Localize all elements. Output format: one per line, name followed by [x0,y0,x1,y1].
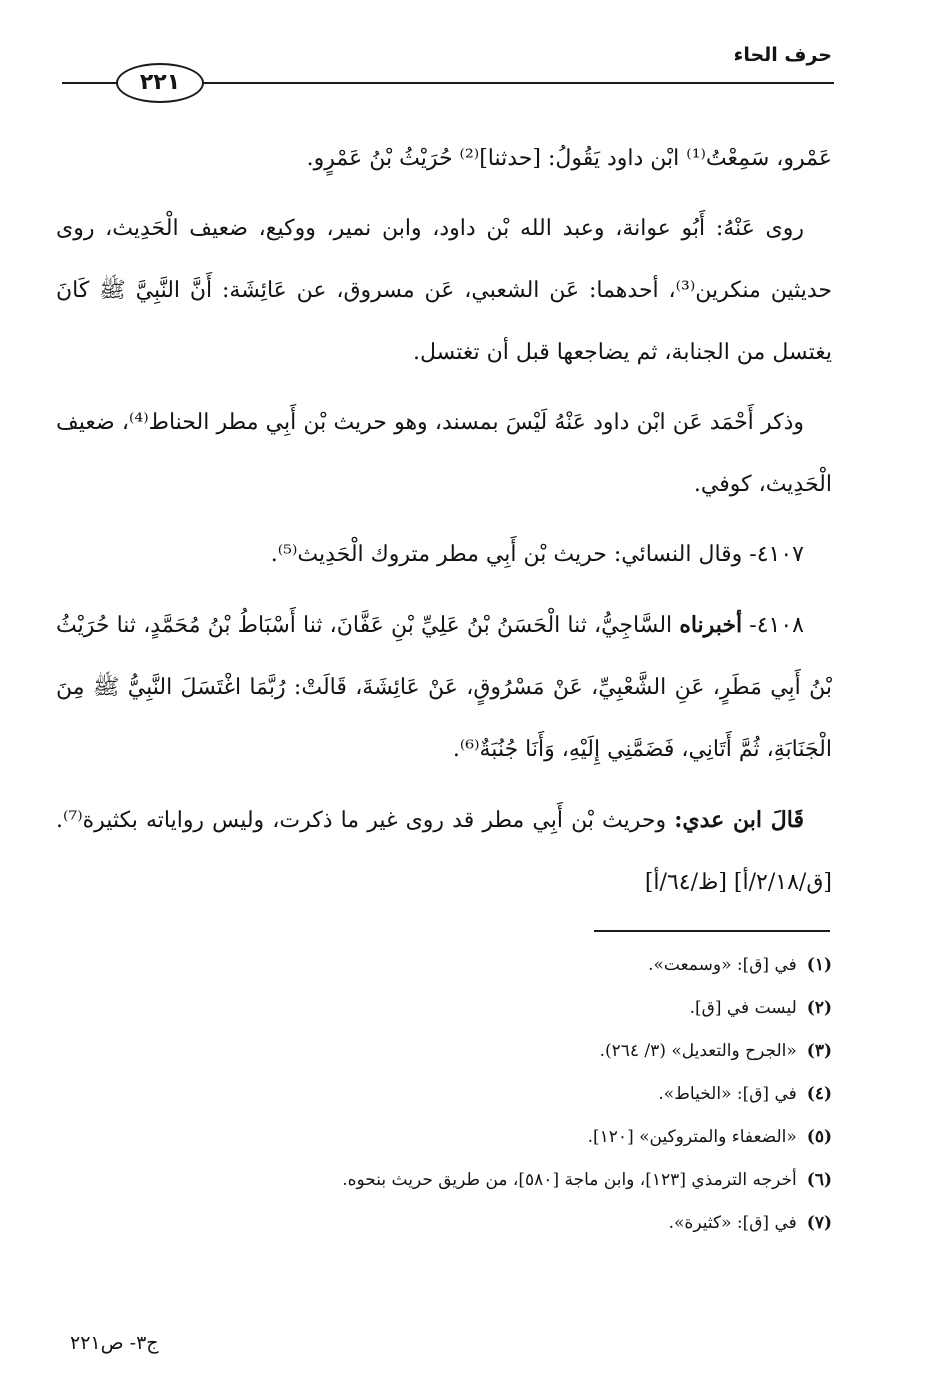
running-title: حرف الحاء [733,44,832,66]
footnote-text: «الضعفاء والمتروكين» [١٢٠]. [587,1127,797,1147]
footnote-item [180,991,832,1025]
paragraph-3: وذكر أَحْمَد عَن ابْن داود عَنْهُ لَيْسَ بمسند، وهو حريث بْن أَبِي مطر الحناط⁽⁴⁾، ضعيف الْحَدِيث، كوفي. [56,410,832,497]
footnote-number: (٧) [806,1213,832,1233]
footnote-number: (١) [806,955,832,975]
paragraph-2: روى عَنْهُ: أَبُو عوانة، وعبد الله بْن داود، وابن نمير، ووكيع، ضعيف الْحَدِيث، روى حديثين منكرين⁽³⁾، أحدهما: عَن الشعبي، عَن مسروق، عن عَائِشَة: أَنَّ النَّبِيَّ ﷺ كَانَ يغتسل من الجنابة، ثم يضاجعها قبل أن تغتسل. [56,216,832,365]
main-text [56,128,832,922]
footnote-number: (٥) [806,1127,832,1147]
entry-4108 [56,594,832,781]
volume-reference: ج٣- ص٢٢١ [70,1332,159,1354]
footnote-item [180,1206,832,1240]
footnote-text: في [ق]: «وسمعت». [648,955,797,975]
footnote-number: (٢) [806,998,832,1018]
entry-number: ٤١٠٧- [749,542,804,567]
entry-4107 [56,524,832,586]
footnote-number: (٦) [806,1170,832,1190]
ibn-adi-text: وحريث بْن أَبِي مطر قد روى غير ما ذكرت، وليس رواياته بكثيرة⁽⁷⁾. [ق/٢/١٨/أ] [ظ/٦٤/أ] [56,808,832,895]
footnote-number: (٤) [806,1084,832,1104]
footnote-text: أخرجه الترمذي [١٢٣]، وابن ماجة [٥٨٠]، من طريق حريث بنحوه. [342,1170,797,1190]
page-number: ٢٢١ [116,63,204,103]
footnote-text: في [ق]: «الخياط». [658,1084,797,1104]
footnote-number: (٣) [806,1041,832,1061]
ibn-adi-lead: قَالَ ابن عدي: [674,807,804,833]
footnote-text: «الجرح والتعديل» (٣/ ٢٦٤). [599,1041,797,1061]
footnote-item [180,1120,832,1154]
paragraph-1: عَمْرو، سَمِعْتُ⁽¹⁾ ابْن داود يَقُولُ: [حدثنا]⁽²⁾ حُرَيْثُ بْنُ عَمْرٍو. [306,146,832,171]
entry-text: وقال النسائي: حريث بْن أَبِي مطر متروك الْحَدِيث⁽⁵⁾. [270,542,743,567]
footnote-text: ليست في [ق]. [689,998,797,1018]
entry-text: السَّاجِيُّ، ثنا الْحَسَنُ بْنُ عَلِيِّ بْنِ عَفَّانَ، ثنا أَسْبَاطُ بْنُ مُحَمَّدٍ، ثنا حُرَيْثُ بْنُ أَبِي مَطَرٍ، عَنِ الشَّعْبِيِّ، عَنْ مَسْرُوقٍ، عَنْ عَائِشَةَ، قَالَتْ: رُبَّمَا اغْتَسَلَ النَّبِيُّ ﷺ مِنَ الْجَنَابَةِ، ثُمَّ أَتَانِي، فَضَمَّنِي إِلَيْهِ، وَأَنَا جُنُبَةٌ⁽⁶⁾. [56,613,832,762]
footnotes-list [180,948,832,1249]
footnote-text: في [ق]: «كثيرة». [668,1213,797,1233]
footnote-item [180,1163,832,1197]
footnote-rule [594,930,830,932]
footnote-item [180,1077,832,1111]
entry-lead: أخبرناه [679,612,743,638]
paragraph-ibn-adi [56,789,832,914]
footnote-item [180,948,832,982]
entry-number: ٤١٠٨- [749,613,804,638]
footnote-item [180,1034,832,1068]
